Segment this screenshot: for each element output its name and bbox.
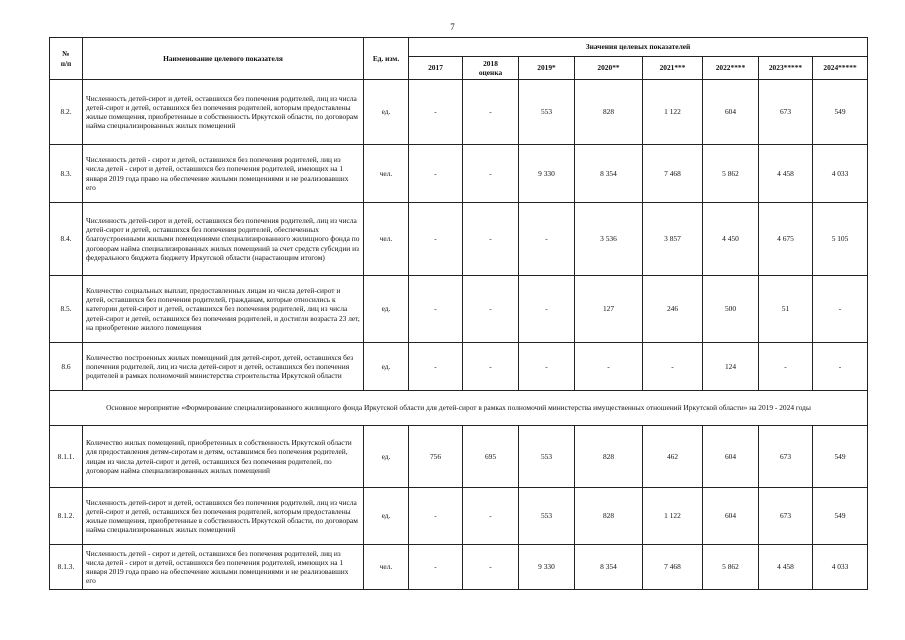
value-cell: - [409, 203, 463, 276]
value-cell: 553 [519, 488, 575, 545]
value-cell: 673 [759, 426, 813, 488]
header-year: 2017 [409, 57, 463, 80]
header-values: Значения целевых показателей [409, 38, 868, 57]
value-cell: 124 [703, 343, 759, 391]
row-number: 8.1.1. [50, 426, 83, 488]
header-year: 2019* [519, 57, 575, 80]
page-number: 7 [450, 22, 455, 32]
value-cell: 4 675 [759, 203, 813, 276]
value-cell: - [409, 276, 463, 343]
table-row [50, 343, 868, 391]
table-row [50, 545, 868, 590]
value-cell: - [519, 203, 575, 276]
row-number: 8.5. [50, 276, 83, 343]
value-cell: - [463, 80, 519, 145]
row-number: 8.4. [50, 203, 83, 276]
value-cell: 8 354 [575, 545, 643, 590]
value-cell: 9 330 [519, 545, 575, 590]
indicators-table [49, 37, 868, 590]
value-cell: 4 033 [813, 545, 868, 590]
value-cell: 9 330 [519, 145, 575, 203]
value-cell: - [409, 80, 463, 145]
unit-cell: ед. [364, 276, 409, 343]
value-cell: - [813, 343, 868, 391]
value-cell: - [463, 145, 519, 203]
indicator-name: Численность детей - сирот и детей, оставшихся без попечения родителей, лиц из числа детей - сирот и детей, оставшихся без попечения родителей, имеющих на 1 января 2019 года право на обеспечение жилыми помещениями и не реализовавших его [83, 145, 364, 203]
value-cell: 5 105 [813, 203, 868, 276]
value-cell: - [519, 343, 575, 391]
value-cell: 604 [703, 488, 759, 545]
value-cell: 3 536 [575, 203, 643, 276]
value-cell: 500 [703, 276, 759, 343]
value-cell: 553 [519, 426, 575, 488]
indicator-name: Численность детей - сирот и детей, оставшихся без попечения родителей, лиц из числа детей - сирот и детей, оставшихся без попечения родителей, имеющих на 1 января 2019 года право на обеспечение жилыми помещениями и не реализовавших его [83, 545, 364, 590]
value-cell: 5 862 [703, 145, 759, 203]
value-cell: 695 [463, 426, 519, 488]
value-cell: 549 [813, 488, 868, 545]
value-cell: - [463, 545, 519, 590]
header-name: Наименование целевого показателя [83, 38, 364, 80]
table-row [50, 488, 868, 545]
header-year: 2021*** [643, 57, 703, 80]
unit-cell: чел. [364, 145, 409, 203]
indicator-name: Количество построенных жилых помещений для детей-сирот, детей, оставшихся без попечения родителей, лиц из числа детей-сирот и детей, оставшихся без попечения родителей в рамках полномочий министерства строительства Иркутской области [83, 343, 364, 391]
row-number: 8.2. [50, 80, 83, 145]
value-cell: 7 468 [643, 545, 703, 590]
header-year: 2022**** [703, 57, 759, 80]
value-cell: 8 354 [575, 145, 643, 203]
value-cell: - [759, 343, 813, 391]
value-cell: 3 857 [643, 203, 703, 276]
value-cell: 4 033 [813, 145, 868, 203]
value-cell: - [463, 343, 519, 391]
header-unit: Ед. изм. [364, 38, 409, 80]
value-cell: 127 [575, 276, 643, 343]
row-number: 8.1.2. [50, 488, 83, 545]
value-cell: - [409, 545, 463, 590]
table-row [50, 80, 868, 145]
value-cell: 5 862 [703, 545, 759, 590]
unit-cell: чел. [364, 203, 409, 276]
value-cell: 828 [575, 80, 643, 145]
header-year: 2023***** [759, 57, 813, 80]
indicator-name: Количество социальных выплат, предоставленных лицам из числа детей-сирот и детей, оставшихся без попечения родителей, гражданам, которые относились к категории детей-сирот и детей, оставшихся без попечения родителей, лиц из числа детей-сирот и детей, оставшихся без попечения родителей, и достигли возраста 23 лет, на приобретение жилого помещения [83, 276, 364, 343]
value-cell: 4 458 [759, 145, 813, 203]
indicator-name: Численность детей-сирот и детей, оставшихся без попечения родителей, лиц из числа детей-сирот и детей, оставшихся без попечения родителей, которым предоставлены жилые помещения, приобретенные в собственность Иркутской области, по договорам найма специализированных жилых помещений [83, 488, 364, 545]
header-year: 2024***** [813, 57, 868, 80]
value-cell: - [813, 276, 868, 343]
value-cell: 828 [575, 426, 643, 488]
table-row [50, 145, 868, 203]
value-cell: 1 122 [643, 488, 703, 545]
value-cell: - [409, 488, 463, 545]
value-cell: - [463, 276, 519, 343]
value-cell: - [463, 203, 519, 276]
unit-cell: ед. [364, 426, 409, 488]
value-cell: - [409, 145, 463, 203]
header-num: № п/п [50, 38, 83, 80]
value-cell: - [519, 276, 575, 343]
value-cell: 553 [519, 80, 575, 145]
value-cell: - [463, 488, 519, 545]
table-row [50, 276, 868, 343]
value-cell: 4 450 [703, 203, 759, 276]
section-title: Основное мероприятие «Формирование специализированного жилищного фонда Иркутской области для детей-сирот в рамках полномочий министерства имущественных отношений Иркутской области» на 2019 - 2024 годы [50, 391, 868, 426]
table-row [50, 203, 868, 276]
value-cell: 51 [759, 276, 813, 343]
row-number: 8.6 [50, 343, 83, 391]
row-number: 8.3. [50, 145, 83, 203]
value-cell: - [643, 343, 703, 391]
indicator-name: Численность детей-сирот и детей, оставшихся без попечения родителей, лиц из числа детей-сирот и детей, оставшихся без попечения родителей, обеспеченных благоустроенными жилыми помещениями специализированного жилищного фонда по договорам найма специализированных жилых помещений за счет средств субсидии из федерального бюджета бюджету Иркутской области (нарастающим итогом) [83, 203, 364, 276]
unit-cell: чел. [364, 545, 409, 590]
value-cell: 673 [759, 80, 813, 145]
unit-cell: ед. [364, 343, 409, 391]
indicator-name: Численность детей-сирот и детей, оставшихся без попечения родителей, лиц из числа детей-сирот и детей, оставшихся без попечения родителей, которым предоставлены жилые помещения, приобретенные в собственность Иркутской области, по договорам найма специализированных жилых помещений [83, 80, 364, 145]
row-number: 8.1.3. [50, 545, 83, 590]
value-cell: 828 [575, 488, 643, 545]
value-cell: - [409, 343, 463, 391]
value-cell: 1 122 [643, 80, 703, 145]
value-cell: 756 [409, 426, 463, 488]
value-cell: 604 [703, 426, 759, 488]
table-row [50, 426, 868, 488]
indicator-name: Количество жилых помещений, приобретенных в собственность Иркутской области для предоставления детям-сиротам и детям, оставшимся без попечения родителей, лицам из числа детей-сирот и детей, оставшихся без попечения родителей, по договорам найма специализированных жилых помещений [83, 426, 364, 488]
header-year: 2018 оценка [463, 57, 519, 80]
value-cell: 604 [703, 80, 759, 145]
value-cell: 549 [813, 80, 868, 145]
value-cell: 7 468 [643, 145, 703, 203]
value-cell: 246 [643, 276, 703, 343]
header-year: 2020** [575, 57, 643, 80]
value-cell: 673 [759, 488, 813, 545]
value-cell: 462 [643, 426, 703, 488]
value-cell: - [575, 343, 643, 391]
unit-cell: ед. [364, 80, 409, 145]
value-cell: 549 [813, 426, 868, 488]
unit-cell: ед. [364, 488, 409, 545]
value-cell: 4 458 [759, 545, 813, 590]
